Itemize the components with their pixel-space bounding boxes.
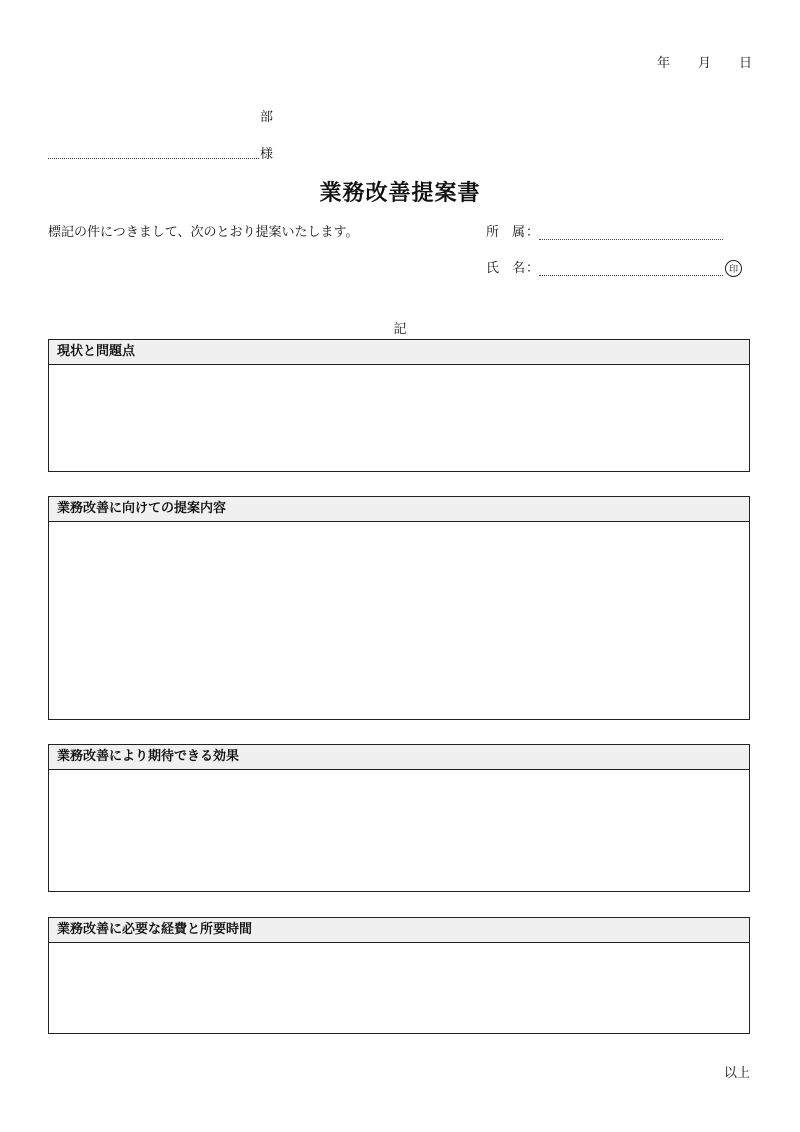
affiliation-label: 所 属 [486, 225, 526, 240]
honorific-label: 様 [260, 147, 274, 162]
section-heading: 業務改善に必要な経費と所要時間 [49, 918, 749, 943]
section-cost-and-time [48, 917, 750, 1034]
name-field [486, 257, 742, 276]
name-label: 氏 名 [486, 261, 526, 276]
date-day-label: 日 [738, 56, 752, 71]
affiliation-colon: ： [526, 225, 540, 240]
date-month-label: 月 [697, 56, 711, 71]
name-input-line[interactable] [539, 261, 723, 276]
date-year-label: 年 [656, 56, 670, 71]
name-colon: ： [526, 261, 540, 276]
section-heading: 業務改善により期待できる効果 [49, 745, 749, 770]
addressee-name-line[interactable] [48, 158, 259, 159]
section-current-issues [48, 339, 750, 472]
affiliation-input-line[interactable] [539, 225, 723, 240]
section-expected-effects [48, 744, 750, 892]
intro-text: 標記の件につきまして、次のとおり提案いたします。 [48, 225, 359, 240]
affiliation-field [486, 221, 723, 240]
section-heading: 業務改善に向けての提案内容 [49, 497, 749, 522]
ki-label: 記 [393, 322, 407, 337]
document-title: 業務改善提案書 [319, 181, 481, 206]
department-suffix: 部 [260, 110, 274, 125]
closing-text: 以上 [723, 1066, 750, 1081]
section-proposal-content [48, 496, 750, 720]
date-row [657, 52, 752, 71]
seal-icon: 印 [725, 260, 742, 277]
section-heading: 現状と問題点 [49, 340, 749, 365]
